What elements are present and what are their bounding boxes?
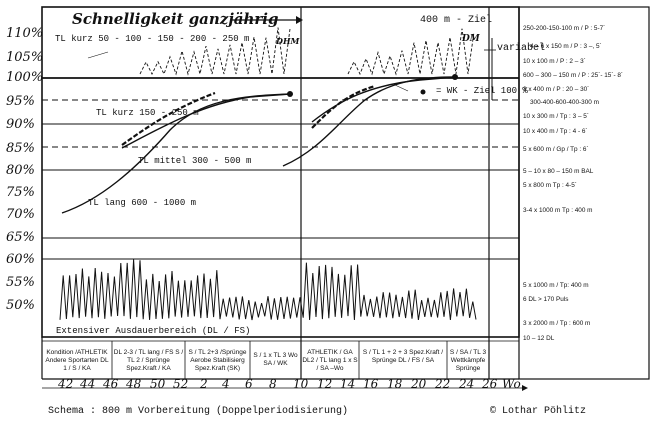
week-label: 26 [482,377,498,391]
right-training-item: 5 – 10 x 80 – 150 m BAL [523,168,594,175]
y-axis-label: 90% [6,117,35,132]
label-tl-kurz-top: TL kurz 50 - 100 - 150 - 200 - 250 m [55,34,250,44]
right-training-item: 300-400-600-400-300 m [530,99,599,106]
label-extensiv: Extensiver Ausdauerbereich (DL / FS) [56,326,251,336]
title-schnelligkeit: Schnelligkeit ganzjährig [72,10,279,28]
week-label: 20 [411,377,427,391]
curve-tl-mittel-left [122,94,290,148]
y-axis-label: 95% [6,94,35,109]
y-axis-label: 60% [6,252,35,267]
week-label: 8 [269,377,277,391]
variabel-label: variabel [497,43,546,54]
dm-label-left: DHM [276,36,300,46]
y-axis-label: 75% [6,185,35,200]
title-400m-ziel: 400 m - Ziel [420,15,493,26]
week-axis-arrowhead [522,385,528,391]
right-training-item: 5 x 1000 m / Tp: 400 m [523,282,589,289]
tl-kurz-top-leader [88,52,108,58]
label-tl-lang: TL lang 600 - 1000 m [88,198,197,208]
footer-schema: Schema : 800 m Vorbereitung (Doppelperiodisierung) [48,406,349,417]
peak-marker-left [287,91,293,97]
phase-cell-7: S / SA / TL 3 Wettkämpfe Sprünge [449,349,487,372]
week-label: 48 [126,377,142,391]
right-training-item: 10 x 400 m / Tp : 4 - 6´ [523,128,588,135]
right-training-item: 3 x 400 m / P : 20 – 30´ [523,86,590,93]
week-label: 6 [245,377,253,391]
week-label: 42 [58,377,74,391]
endurance-zigzag [60,259,476,320]
phase-cell-2: DL 2-3 / TL lang / FS S / TL 2 / Sprünge Spez.Kraft / KA [113,349,184,372]
phase-cell-1: Kondition /ATHLETIK Andere Sportarten DL 1 / S / KA [45,349,109,372]
right-training-item: 600 – 300 – 150 m / P : 25´- 15´- 8´ [523,72,624,79]
right-training-item: 5 x 600 m / Gp / Tp : 6´ [523,146,589,153]
y-axis-label: 80% [6,163,35,178]
week-label: 10 [293,377,309,391]
phase-cell-6: S / TL 1 + 2 + 3 Spez.Kraft / Sprünge DL / FS / SA [362,349,444,364]
week-label: 2 [200,377,208,391]
week-label: Wo [502,377,521,391]
phase-cell-3: S / TL 2+3 /Sprünge Aerobe Stabilisierg Spez.Kraft (SK) [188,349,247,372]
right-training-item: 4 – 6 x 150 m / P : 3 –, 5´ [530,43,602,50]
y-axis-label: 105% [6,50,44,65]
week-label: 50 [150,377,166,391]
dm-label-right: DM [462,34,480,44]
y-axis-label: 50% [6,298,35,313]
y-axis-label: 100% [6,70,44,85]
curve-tl-kurz-left [122,93,215,145]
arrow-to-target [395,85,408,91]
speed-spikes-right [348,29,474,74]
right-training-item: 250-200-150-100 m / P : 5-7´ [523,25,606,32]
footer-copyright: © Lothar Pöhlitz [490,406,587,417]
y-axis-label: 110% [6,26,44,41]
right-training-item: 5 x 800 m Tp : 4-5´ [523,182,577,189]
week-label: 16 [363,377,379,391]
right-training-item: 10 x 100 m / P : 2 – 3´ [523,58,586,65]
y-axis-label: 85% [6,141,35,156]
week-label: 24 [459,377,475,391]
y-axis-label: 55% [6,275,35,290]
week-label: 46 [103,377,119,391]
y-axis-label: 65% [6,230,35,245]
week-label: 12 [317,377,333,391]
right-training-item: 3-4 x 1000 m Tp : 400 m [523,207,593,214]
phase-cell-5: ATHLETIK / GA DL2 / TL lang 1 x S / SA –Wo [302,349,358,372]
week-label: 14 [340,377,356,391]
week-label: 18 [387,377,403,391]
y-axis-label: 70% [6,207,35,222]
phase-cell-4: S / 1 x TL 3 Wo SA / WK [253,352,298,367]
header-arrowhead [296,16,303,24]
week-label: 52 [173,377,189,391]
label-wk-ziel: = WK - Ziel 100 % [436,86,528,96]
right-training-item: 6 DL > 170 Puls [523,296,569,303]
label-tl-mittel: TL mittel 300 - 500 m [138,156,252,166]
right-training-item: 3 x 2000 m / Tp : 600 m [523,320,591,327]
curve-tl-mittel-right [312,77,455,122]
label-tl-kurz: TL kurz 150 - 250 m [96,108,199,118]
right-training-item: 10 – 12 DL [523,335,555,342]
right-training-item: 10 x 300 m / Tp : 3 – 5´ [523,113,589,120]
week-label: 44 [80,377,96,391]
week-label: 4 [222,377,230,391]
peak-marker-right [452,74,458,80]
wk-ziel-dot [421,90,426,95]
week-label: 22 [435,377,451,391]
